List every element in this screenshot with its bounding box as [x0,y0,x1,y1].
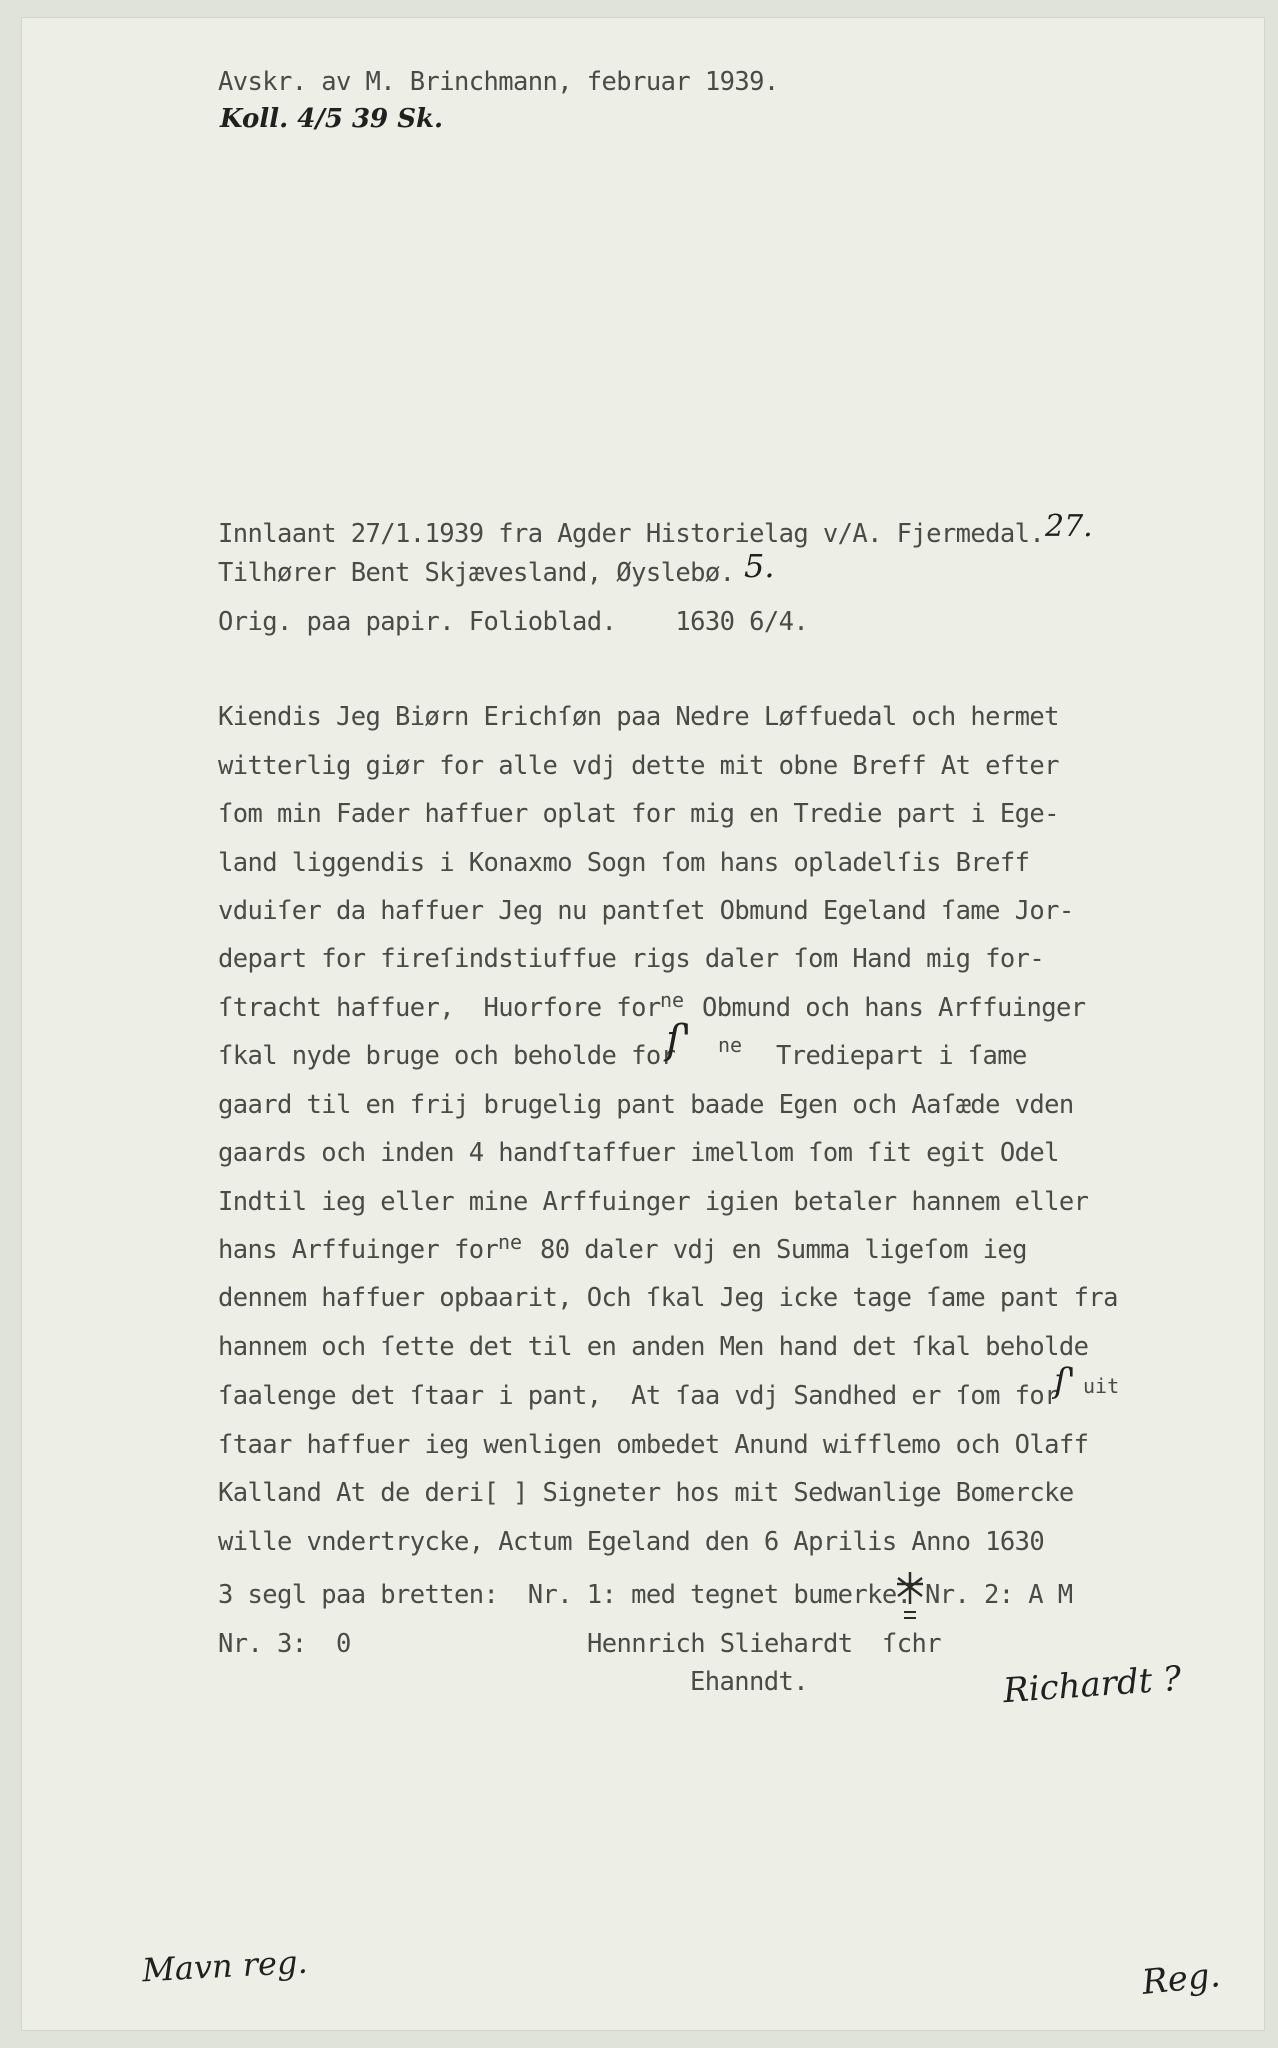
signer-note: Richardt ? [1001,1658,1183,1712]
superscript: ne [498,1230,523,1254]
body-line: land liggendis i Konaxmo Sogn ſom hans opladelſis Breff [218,848,1030,878]
body-line-tail: Obmund och hans Arffuinger [702,993,1086,1023]
seal-line-tail: Nr. 2: A M [925,1580,1073,1610]
body-line-tail: Trediepart i ſame [776,1041,1027,1071]
handwritten-insert: ſ' [1054,1361,1076,1401]
body-line: Indtil ieg eller mine Arffuinger igien betaler hannem eller [218,1187,1089,1217]
signer-line: Ehanndt. [690,1667,809,1697]
body-line: ſtaar haffuer ieg wenligen ombedet Anund wifflemo och Olaff [218,1430,1089,1460]
body-line: dennem haffuer opbaarit, Och ſkal Jeg icke tage ſame pant fra [218,1283,1118,1313]
body-line: hans Arffuinger for [218,1235,499,1265]
body-line: wille vndertrycke, Actum Egeland den 6 Aprilis Anno 1630 [218,1527,1045,1557]
body-line: gaards och inden 4 handſtaffuer imellom ſom ſit egit Odel [218,1138,1059,1168]
owner-number-note: 5. [744,547,775,585]
body-line-tail: 80 daler vdj en Summa ligeſom ieg [540,1235,1027,1265]
handwritten-insert: ſ' [666,1017,692,1063]
register-mark: Reg. [1140,1955,1223,2003]
house-mark-icon [893,1570,927,1626]
superscript: uit [1083,1374,1120,1398]
signer-line: Hennrich Sliehardt ſchr [587,1629,942,1659]
body-line: witterlig giør for alle vdj dette mit obne Breff At efter [218,751,1059,781]
loan-number-note: 27. [1045,509,1093,544]
document-page [22,18,1264,2030]
original-line: Orig. paa papir. Folioblad. 1630 6/4. [218,607,809,637]
body-line: Kiendis Jeg Biørn Erichſøn paa Nedre Løffuedal och hermet [218,702,1059,732]
superscript: ne [718,1033,743,1057]
register-note: Mavn reg. [141,1942,309,1990]
body-line: ſkal nyde bruge och beholde for [218,1041,676,1071]
transcription-credit: Avskr. av M. Brinchmann, februar 1939. [218,67,779,97]
owner-line: Tilhører Bent Skjævesland, Øyslebø. [218,558,735,588]
loan-line: Innlaant 27/1.1939 fra Agder Historielag v/A. Fjermedal. [218,519,1045,549]
body-line: depart for fireſindstiuffue rigs daler ſom Hand mig for- [218,944,1045,974]
body-line: vduiſer da haffuer Jeg nu pantſet Obmund Egeland ſame Jor- [218,896,1074,926]
body-line: ſom min Fader haffuer oplat for mig en Tredie part i Ege- [218,799,1059,829]
seal-line: 3 segl paa bretten: Nr. 1: med tegnet bumerke. [218,1580,912,1610]
body-line: Kalland At de deri[ ] Signeter hos mit Sedwanlige Bomercke [218,1478,1074,1508]
body-line: gaard til en frij brugelig pant baade Egen och Aaſæde vden [218,1090,1074,1120]
superscript: ne [660,988,685,1012]
seal-line: Nr. 3: 0 [218,1629,351,1659]
body-line: ſtracht haffuer, Huorfore for [218,993,661,1023]
collation-note: Koll. 4/5 39 Sk. [220,104,444,134]
body-line: hannem och ſette det til en anden Men hand det ſkal beholde [218,1332,1089,1362]
body-line: ſaalenge det ſtaar i pant, At ſaa vdj Sandhed er ſom for [218,1381,1059,1411]
